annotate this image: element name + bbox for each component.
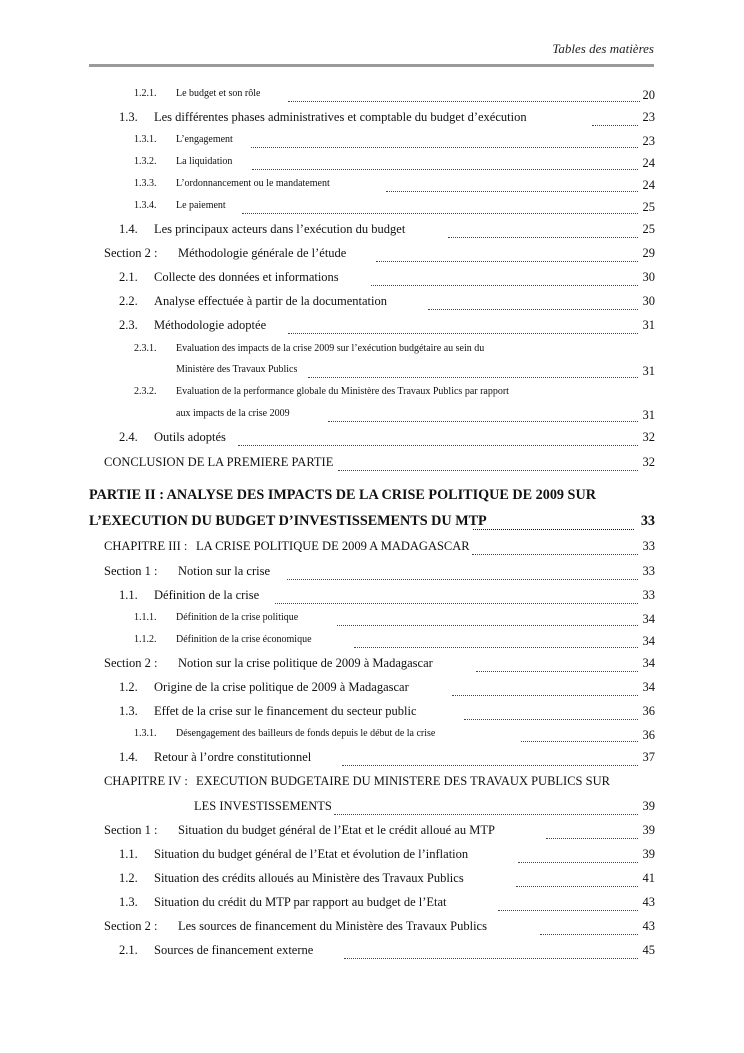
toc-number: 2.3.	[119, 318, 138, 332]
dot-leader	[338, 470, 638, 471]
toc-title: Sources de financement externe	[154, 943, 314, 957]
toc-title: Origine de la crise politique de 2009 à Madagascar	[154, 680, 409, 694]
toc-number: 2.2.	[119, 294, 138, 308]
toc-entry[interactable]	[0, 943, 744, 963]
toc-page: 34	[642, 612, 655, 626]
toc-entry[interactable]	[0, 246, 744, 266]
dot-leader	[540, 934, 638, 935]
toc-number: 2.1.	[119, 270, 138, 284]
toc-title: Le paiement	[176, 200, 226, 211]
toc-page: 31	[642, 318, 655, 332]
toc-number: Section 2 :	[104, 246, 158, 260]
toc-title: Notion sur la crise politique de 2009 à Madagascar	[178, 656, 433, 670]
toc-entry[interactable]	[0, 294, 744, 314]
toc-title: aux impacts de la crise 2009	[176, 408, 290, 419]
toc-entry[interactable]	[0, 364, 744, 384]
dot-leader	[287, 579, 638, 580]
toc-page: 25	[642, 200, 655, 214]
toc-page: 30	[642, 294, 655, 308]
toc-number: 1.2.	[119, 871, 138, 885]
toc-entry[interactable]	[0, 539, 744, 559]
toc-number: 1.3.	[119, 895, 138, 909]
toc-entry[interactable]	[0, 110, 744, 130]
toc-number: 2.3.1.	[134, 343, 157, 354]
toc-title: Situation du budget général de l’Etat et évolution de l’inflation	[154, 847, 469, 861]
toc-entry[interactable]	[0, 564, 744, 584]
toc-number: 1.2.1.	[134, 88, 157, 99]
dot-leader	[342, 765, 638, 766]
toc-title: CONCLUSION DE LA PREMIERE PARTIE	[104, 455, 334, 469]
toc-title: L’engagement	[176, 134, 233, 145]
toc-page: 34	[642, 680, 655, 694]
dot-leader	[476, 671, 638, 672]
toc-number: CHAPITRE IV :	[104, 774, 188, 788]
toc-entry[interactable]	[0, 612, 744, 632]
toc-part-title: L’EXECUTION DU BUDGET D’INVESTISSEMENTS DU MTP	[89, 513, 487, 529]
header-title: Tables des matières	[552, 41, 654, 56]
dot-leader	[472, 554, 638, 555]
toc-number: 1.1.2.	[134, 634, 157, 645]
toc-page: 36	[642, 728, 655, 742]
toc-title: LES INVESTISSEMENTS	[194, 799, 332, 813]
toc-page: 39	[642, 799, 655, 813]
dot-leader	[354, 647, 638, 648]
dot-leader	[498, 910, 638, 911]
toc-page: 32	[642, 430, 655, 444]
toc-page: 32	[642, 455, 655, 469]
toc-title: Définition de la crise économique	[176, 634, 312, 645]
toc-entry[interactable]	[0, 728, 744, 748]
dot-leader	[288, 333, 638, 334]
toc-number: 1.4.	[119, 750, 138, 764]
dot-leader	[344, 958, 638, 959]
toc-page: 23	[642, 110, 655, 124]
toc-title: Les différentes phases administratives et comptable du budget d’exécution	[154, 110, 527, 124]
toc-title: Méthodologie adoptée	[154, 318, 267, 332]
toc-title: Evaluation de la performance globale du Ministère des Travaux Publics par rapport	[176, 386, 509, 397]
dot-leader	[546, 838, 638, 839]
toc-entry[interactable]	[0, 919, 744, 939]
dot-leader	[334, 814, 638, 815]
toc-number: 1.3.2.	[134, 156, 157, 167]
toc-number: 2.4.	[119, 430, 138, 444]
toc-entry[interactable]	[0, 270, 744, 290]
toc-title: L’ordonnancement ou le mandatement	[176, 178, 330, 189]
toc-title: Outils adoptés	[154, 430, 226, 444]
toc-number: 2.3.2.	[134, 386, 157, 397]
toc-entry[interactable]	[0, 156, 744, 176]
toc-page: 25	[642, 222, 655, 236]
toc-title: Désengagement des bailleurs de fonds depuis le début de la crise	[176, 728, 436, 739]
toc-title: Situation du crédit du MTP par rapport au budget de l’Etat	[154, 895, 447, 909]
dot-leader	[275, 603, 638, 604]
toc-number: Section 1 :	[104, 823, 158, 837]
toc-page: 39	[642, 847, 655, 861]
dot-leader	[251, 147, 638, 148]
toc-entry[interactable]	[0, 408, 744, 428]
dot-leader	[428, 309, 638, 310]
toc-page: 43	[642, 895, 655, 909]
toc-entry[interactable]	[0, 588, 744, 608]
toc-entry[interactable]	[0, 386, 744, 406]
toc-page: 31	[642, 408, 655, 422]
toc-number: 1.1.	[119, 847, 138, 861]
toc-page: 34	[642, 656, 655, 670]
toc-page: 33	[642, 539, 655, 553]
toc-title: Collecte des données et informations	[154, 270, 339, 284]
toc-title: Retour à l’ordre constitutionnel	[154, 750, 312, 764]
toc-title: Les sources de financement du Ministère des Travaux Publics	[178, 919, 487, 933]
toc-number: 1.3.4.	[134, 200, 157, 211]
toc-page: 24	[642, 156, 655, 170]
toc-title: Notion sur la crise	[178, 564, 270, 578]
dot-leader	[452, 695, 638, 696]
toc-title: Ministère des Travaux Publics	[176, 364, 298, 375]
toc-number: 1.4.	[119, 222, 138, 236]
toc-title: Définition de la crise	[154, 588, 260, 602]
toc-page: 30	[642, 270, 655, 284]
toc-page: 43	[642, 919, 655, 933]
dot-leader	[448, 237, 638, 238]
toc-title: Situation des crédits alloués au Ministère des Travaux Publics	[154, 871, 464, 885]
dot-leader	[592, 125, 638, 126]
dot-leader	[337, 625, 638, 626]
toc-number: 1.2.	[119, 680, 138, 694]
toc-entry[interactable]	[0, 680, 744, 700]
dot-leader	[288, 101, 640, 102]
toc-page: 36	[642, 704, 655, 718]
toc-title: Méthodologie générale de l’étude	[178, 246, 347, 260]
dot-leader	[242, 213, 638, 214]
toc-page: 33	[642, 588, 655, 602]
dot-leader	[464, 719, 638, 720]
toc-entry[interactable]	[0, 455, 744, 475]
toc-title: Evaluation des impacts de la crise 2009 sur l’exécution budgétaire au sein du	[176, 343, 485, 354]
toc-entry[interactable]	[0, 634, 744, 654]
toc-entry[interactable]	[0, 799, 744, 819]
toc-page: 23	[642, 134, 655, 148]
dot-leader	[328, 421, 638, 422]
toc-title: Les principaux acteurs dans l’exécution du budget	[154, 222, 406, 236]
toc-entry[interactable]	[0, 318, 744, 338]
toc-entry[interactable]	[0, 343, 744, 363]
toc-entry[interactable]	[0, 200, 744, 220]
toc-title: Le budget et son rôle	[176, 88, 261, 99]
toc-number: 1.3.	[119, 704, 138, 718]
toc-number: 1.1.	[119, 588, 138, 602]
toc-number: Section 2 :	[104, 656, 158, 670]
dot-leader	[521, 741, 638, 742]
toc-entry[interactable]	[0, 847, 744, 867]
dot-leader	[376, 261, 638, 262]
dot-leader	[252, 169, 638, 170]
toc-title: Situation du budget général de l’Etat et le crédit alloué au MTP	[178, 823, 495, 837]
toc-title: EXECUTION BUDGETAIRE DU MINISTERE DES TRAVAUX PUBLICS SUR	[196, 774, 610, 788]
toc-number: 1.1.1.	[134, 612, 157, 623]
toc-entry[interactable]	[0, 750, 744, 770]
dot-leader	[473, 529, 634, 530]
dot-leader	[518, 862, 638, 863]
toc-number: Section 1 :	[104, 564, 158, 578]
toc-page: 33	[642, 564, 655, 578]
toc-entry[interactable]	[0, 656, 744, 676]
toc-number: 1.3.3.	[134, 178, 157, 189]
toc-part-title: PARTIE II : ANALYSE DES IMPACTS DE LA CRISE POLITIQUE DE 2009 SUR	[89, 487, 596, 503]
toc-page: 34	[642, 634, 655, 648]
toc-entry[interactable]	[0, 513, 744, 533]
toc-page: 39	[642, 823, 655, 837]
toc-page: 24	[642, 178, 655, 192]
toc-title: LA CRISE POLITIQUE DE 2009 A MADAGASCAR	[196, 539, 470, 553]
toc-title: Effet de la crise sur le financement du secteur public	[154, 704, 417, 718]
toc-title: Analyse effectuée à partir de la documentation	[154, 294, 387, 308]
toc-entry[interactable]	[0, 487, 744, 507]
toc-number: CHAPITRE III :	[104, 539, 188, 553]
toc-entry[interactable]	[0, 871, 744, 891]
toc-entry[interactable]	[0, 823, 744, 843]
toc-entry[interactable]	[0, 430, 744, 450]
toc-page: 33	[640, 513, 655, 529]
dot-leader	[371, 285, 638, 286]
toc-entry[interactable]	[0, 895, 744, 915]
toc-number: 1.3.	[119, 110, 138, 124]
toc-entry[interactable]	[0, 774, 744, 794]
toc-title: Définition de la crise politique	[176, 612, 299, 623]
toc-page: 41	[642, 871, 655, 885]
dot-leader	[516, 886, 638, 887]
toc-page: 20	[642, 88, 655, 102]
toc-number: 1.3.1.	[134, 134, 157, 145]
toc-number: 1.3.1.	[134, 728, 157, 739]
dot-leader	[308, 377, 638, 378]
toc-page: 31	[642, 364, 655, 378]
toc-page: 29	[642, 246, 655, 260]
toc-entry[interactable]	[0, 134, 744, 154]
toc-number: 2.1.	[119, 943, 138, 957]
toc-page: 45	[642, 943, 655, 957]
toc-entry[interactable]	[0, 704, 744, 724]
toc-title: La liquidation	[176, 156, 233, 167]
toc-number: Section 2 :	[104, 919, 158, 933]
toc-entry[interactable]	[0, 222, 744, 242]
toc-entry[interactable]	[0, 88, 744, 108]
dot-leader	[238, 445, 638, 446]
dot-leader	[386, 191, 638, 192]
toc-page: 37	[642, 750, 655, 764]
toc-entry[interactable]	[0, 178, 744, 198]
